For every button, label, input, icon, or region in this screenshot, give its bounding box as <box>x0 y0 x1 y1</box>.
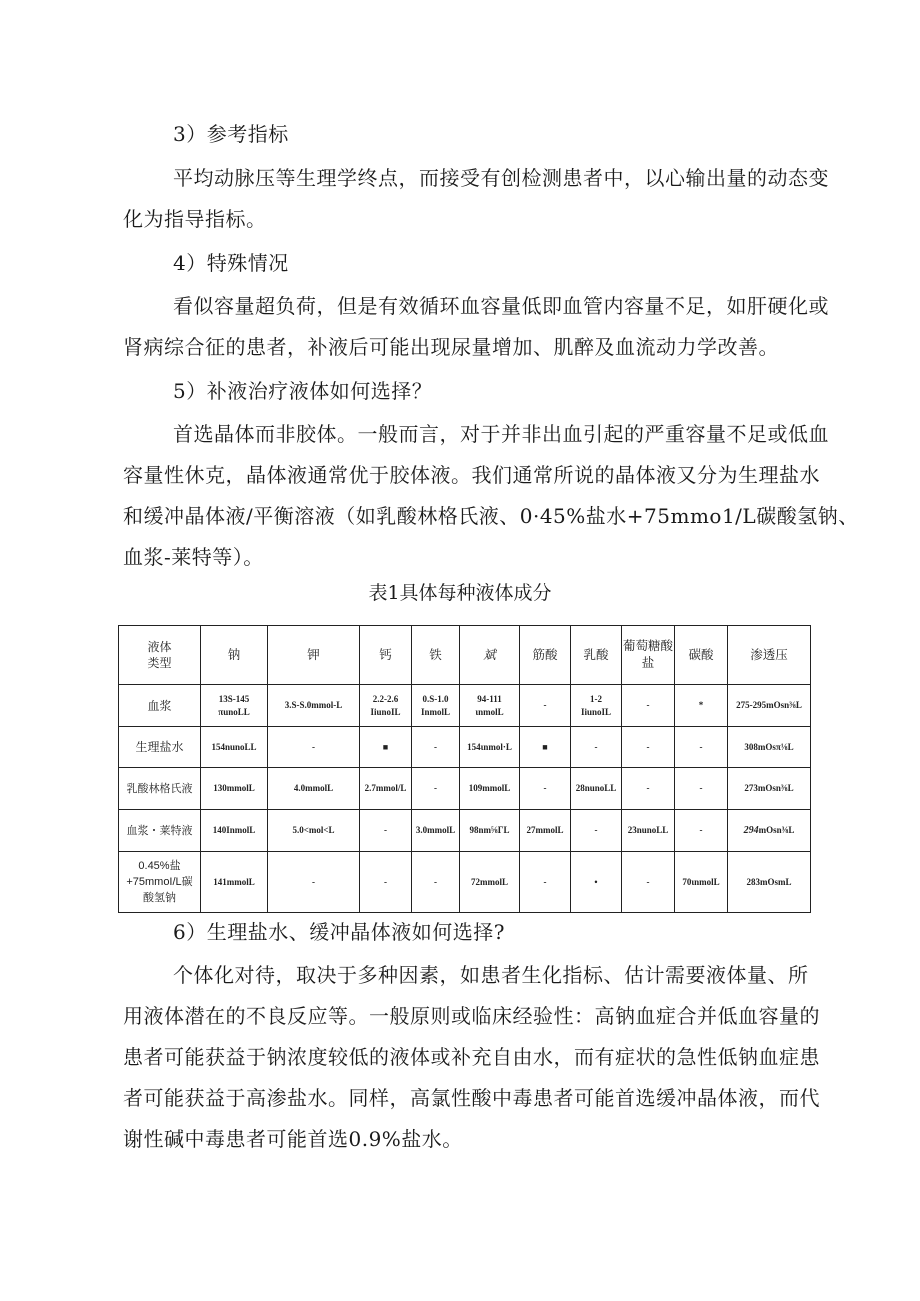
paragraph-line: 肾病综合征的患者，补液后可能出现尿量增加、肌醉及血流动力学改善。 <box>123 335 779 359</box>
fluid-composition-table <box>118 625 811 913</box>
cell-value: 273mOsn⅜L <box>728 768 811 810</box>
cell-value: 283mOsmL <box>728 852 811 913</box>
cell-value: 130mmolL <box>201 768 268 810</box>
cell-value: 94-111 ιnmolL <box>460 685 520 727</box>
cell-value: ■ <box>360 727 412 768</box>
table-row <box>119 727 811 768</box>
cell-value: 2.2-2.6 IiunoIL <box>360 685 412 727</box>
cell-value: 154ιnmol·L <box>460 727 520 768</box>
table-header-row <box>119 626 811 685</box>
paragraph-line: 谢性碱中毒患者可能首选0.9%盐水。 <box>123 1127 463 1151</box>
cell-value: 0.S-1.0 InmolL <box>412 685 460 727</box>
cell-value: - <box>622 685 675 727</box>
cell-value: - <box>622 727 675 768</box>
header-calcium: 钙 <box>360 626 412 685</box>
cell-value: 2.7mmol/L <box>360 768 412 810</box>
cell-value: - <box>360 810 412 852</box>
paragraph-line: 者可能获益于高渗盐水。同样，高氯性酸中毒患者可能首选缓冲晶体液，而代 <box>123 1086 820 1110</box>
cell-value: • <box>571 852 622 913</box>
cell-value: 3.S-S.0mmol-L <box>268 685 360 727</box>
paragraph-line: 容量性休克，晶体液通常优于胶体液。我们通常所说的晶体液又分为生理盐水 <box>123 463 820 487</box>
cell-value: 13S-145 πunoLL <box>201 685 268 727</box>
cell-value: - <box>412 852 460 913</box>
cell-value: 1-2 IiunoIL <box>571 685 622 727</box>
cell-value: - <box>268 727 360 768</box>
header-sodium: 钠 <box>201 626 268 685</box>
cell-value: - <box>520 852 571 913</box>
section-6-heading: 6）生理盐水、缓冲晶体液如何选择? <box>173 920 505 944</box>
paragraph-line: 用液体潜在的不良反应等。一般原则或临床经验性：高钠血症合并低血容量的 <box>123 1004 820 1028</box>
row-label-ringer: 乳酸林格氏液 <box>119 768 201 810</box>
cell-value: 275-295mOsn⅜L <box>728 685 811 727</box>
cell-value: - <box>520 768 571 810</box>
cell-value: - <box>675 727 728 768</box>
header-carbonate: 碳酸 <box>675 626 728 685</box>
header-potassium: 钾 <box>268 626 360 685</box>
table-caption: 表1具体每种液体成分 <box>368 582 552 604</box>
cell-value: - <box>675 810 728 852</box>
table-row <box>119 768 811 810</box>
paragraph-line: 和缓冲晶体液/平衡溶液（如乳酸林格氏液、0·45%盐水+75mmo1/L碳酸氢钠、 <box>123 504 859 528</box>
table-row <box>119 810 811 852</box>
header-osmolality: 渗透压 <box>728 626 811 685</box>
cell-value: 98nm⅝ΓL <box>460 810 520 852</box>
header-fluid-type: 液体 类型 <box>119 626 201 685</box>
cell-value: 23nunoLL <box>622 810 675 852</box>
header-gluconate: 筋酸 <box>520 626 571 685</box>
row-label-plasma: 血浆 <box>119 685 201 727</box>
cell-value: 4.0mmolL <box>268 768 360 810</box>
cell-value: 27mmolL <box>520 810 571 852</box>
cell-value: 72mmolL <box>460 852 520 913</box>
cell-value: 5.0<mol<L <box>268 810 360 852</box>
cell-value: 109mmolL <box>460 768 520 810</box>
cell-value: 28nunoLL <box>571 768 622 810</box>
cell-value: 70ιnmolL <box>675 852 728 913</box>
section-3-heading: 3）参考指标 <box>173 122 289 146</box>
paragraph-line: 化为指导指标。 <box>123 207 267 231</box>
row-label-saline: 生理盐水 <box>119 727 201 768</box>
header-gluconic-salt: 葡萄糖酸 盐 <box>622 626 675 685</box>
paragraph-line: 患者可能获益于钠浓度较低的液体或补充自由水，而有症状的急性低钠血症患 <box>123 1045 820 1069</box>
row-label-plasmalyte: 血浆・莱特液 <box>119 810 201 852</box>
header-iron: 铁 <box>412 626 460 685</box>
header-lactate: 乳酸 <box>571 626 622 685</box>
cell-value: - <box>622 852 675 913</box>
header-chloride: 斌 <box>460 626 520 685</box>
cell-value: 294mOsn⅜L <box>728 810 811 852</box>
cell-value: - <box>675 768 728 810</box>
cell-value: 3.0mmolL <box>412 810 460 852</box>
paragraph-line: 首选晶体而非胶体。一般而言，对于并非出血引起的严重容量不足或低血 <box>173 422 829 446</box>
cell-value: - <box>622 768 675 810</box>
cell-value: * <box>675 685 728 727</box>
cell-value: - <box>571 810 622 852</box>
row-label-half-saline-bicarbonate: 0.45%盐 +75mmoI/L碳 酸氢钠 <box>119 852 201 913</box>
cell-value: ■ <box>520 727 571 768</box>
table-row <box>119 685 811 727</box>
table-row <box>119 852 811 913</box>
section-5-heading: 5）补液治疗液体如何选择？ <box>173 379 433 403</box>
cell-value: - <box>268 852 360 913</box>
cell-value: - <box>571 727 622 768</box>
paragraph-line: 血浆-莱特等）。 <box>123 545 264 569</box>
cell-value: - <box>360 852 412 913</box>
cell-value: 141mmolL <box>201 852 268 913</box>
section-4-heading: 4）特殊情况 <box>173 251 289 275</box>
cell-value: - <box>520 685 571 727</box>
paragraph-line: 个体化对待，取决于多种因素，如患者生化指标、估计需要液体量、所 <box>173 963 809 987</box>
cell-value: 154nunoLL <box>201 727 268 768</box>
cell-value: - <box>412 727 460 768</box>
paragraph-line: 平均动脉压等生理学终点，而接受有创检测患者中，以心输出量的动态变 <box>173 166 829 190</box>
cell-value: 140InmolL <box>201 810 268 852</box>
cell-value: - <box>412 768 460 810</box>
cell-value: 308mOsπ⅛L <box>728 727 811 768</box>
paragraph-line: 看似容量超负荷，但是有效循环血容量低即血管内容量不足，如肝硬化或 <box>173 294 829 318</box>
